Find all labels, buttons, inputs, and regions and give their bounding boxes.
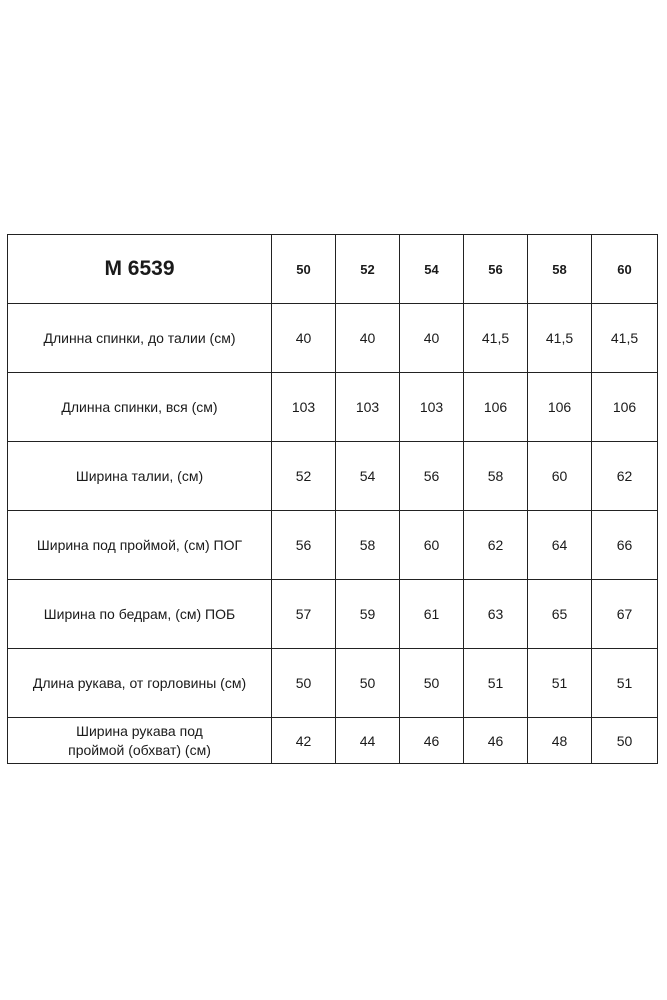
table-row: [8, 718, 658, 764]
size-header: 54: [400, 235, 464, 304]
size-header: 60: [592, 235, 658, 304]
table-cell: 58: [336, 511, 400, 580]
table-cell: 50: [400, 649, 464, 718]
table-cell: 42: [272, 718, 336, 764]
table-cell: 50: [336, 649, 400, 718]
size-header: 52: [336, 235, 400, 304]
table-cell: 50: [592, 718, 658, 764]
size-header: 56: [464, 235, 528, 304]
row-label: Ширина талии, (см): [8, 442, 272, 511]
table-cell: 56: [400, 442, 464, 511]
header-row: [8, 235, 658, 304]
table-cell: 40: [400, 304, 464, 373]
table-cell: 60: [400, 511, 464, 580]
row-label: Ширина под проймой, (см) ПОГ: [8, 511, 272, 580]
table-cell: 106: [464, 373, 528, 442]
table-cell: 58: [464, 442, 528, 511]
table-row: [8, 442, 658, 511]
table-cell: 103: [272, 373, 336, 442]
table-cell: 40: [272, 304, 336, 373]
row-label: Ширина по бедрам, (см) ПОБ: [8, 580, 272, 649]
table-cell: 46: [400, 718, 464, 764]
table-cell: 54: [336, 442, 400, 511]
table-row: [8, 373, 658, 442]
table-cell: 56: [272, 511, 336, 580]
table-cell: 63: [464, 580, 528, 649]
table-cell: 52: [272, 442, 336, 511]
model-number: М 6539: [8, 235, 272, 304]
table-cell: 51: [592, 649, 658, 718]
table-cell: 59: [336, 580, 400, 649]
row-label-line: проймой (обхват) (см): [68, 741, 211, 758]
table-cell: 48: [528, 718, 592, 764]
table-cell: 67: [592, 580, 658, 649]
table-cell: 46: [464, 718, 528, 764]
table-row: [8, 649, 658, 718]
size-header: 58: [528, 235, 592, 304]
size-header: 50: [272, 235, 336, 304]
table-cell: 106: [528, 373, 592, 442]
table-cell: 65: [528, 580, 592, 649]
table-cell: 60: [528, 442, 592, 511]
table-cell: 62: [464, 511, 528, 580]
table-cell: 41,5: [592, 304, 658, 373]
table-cell: 51: [528, 649, 592, 718]
row-label: [8, 718, 272, 764]
table-cell: 50: [272, 649, 336, 718]
table-cell: 62: [592, 442, 658, 511]
table-cell: 41,5: [528, 304, 592, 373]
table-cell: 103: [400, 373, 464, 442]
table-cell: 44: [336, 718, 400, 764]
table-cell: 51: [464, 649, 528, 718]
table-row: [8, 511, 658, 580]
table-cell: 64: [528, 511, 592, 580]
table-row: [8, 580, 658, 649]
size-chart-table: [7, 234, 658, 764]
table-cell: 103: [336, 373, 400, 442]
table-cell: 66: [592, 511, 658, 580]
row-label: Длинна спинки, до талии (см): [8, 304, 272, 373]
table-cell: 41,5: [464, 304, 528, 373]
table-row: [8, 304, 658, 373]
table-cell: 40: [336, 304, 400, 373]
row-label: Длинна спинки, вся (см): [8, 373, 272, 442]
table-cell: 106: [592, 373, 658, 442]
table-cell: 57: [272, 580, 336, 649]
table-cell: 61: [400, 580, 464, 649]
row-label: Длина рукава, от горловины (см): [8, 649, 272, 718]
row-label-line: Ширина рукава под: [76, 722, 203, 739]
